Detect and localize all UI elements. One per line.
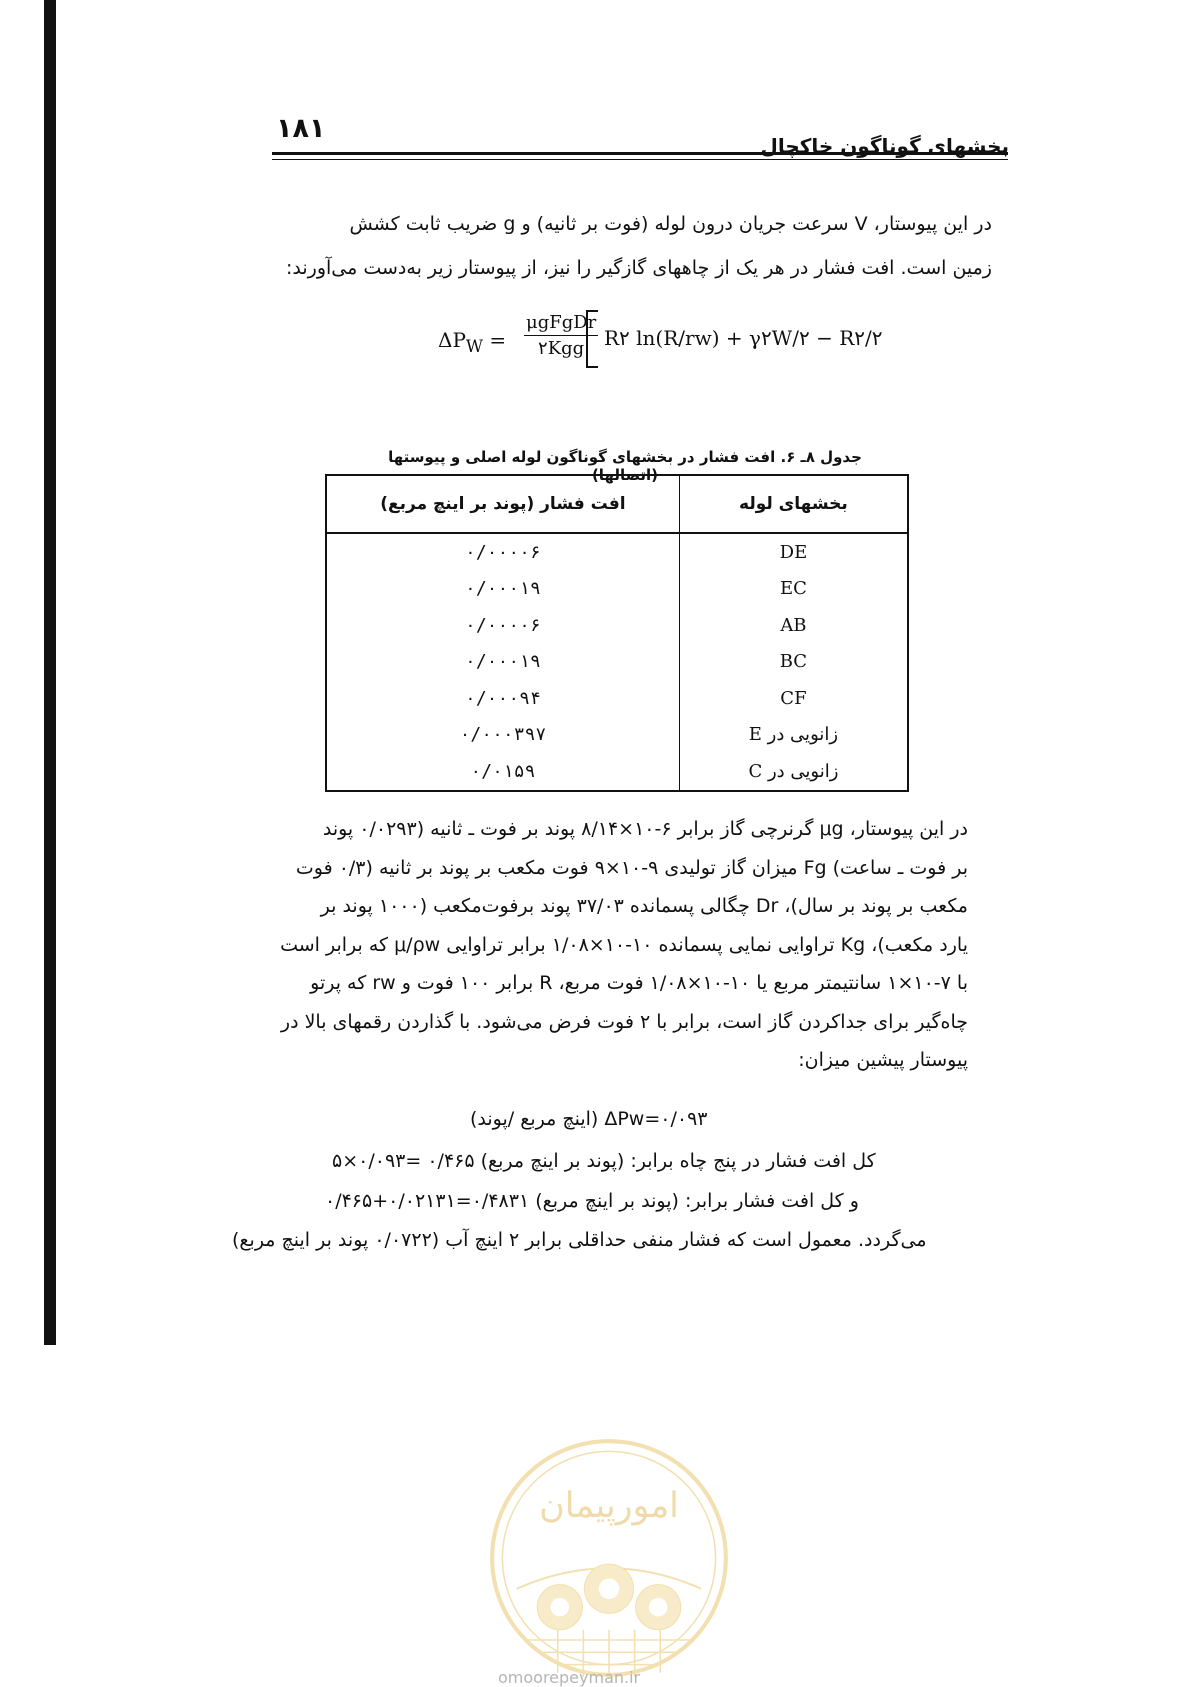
equation-five-wells: کل افت فشار در پنج چاه برابر: (پوند بر اینچ مربع) ۰/۴۶۵ =۰/۰۹۳×۵ xyxy=(332,1150,876,1172)
final-sentence: می‌گردد. معمول است که فشار منفی حداقلی برابر ۲ اینچ آب (۰/۰۷۲۲ پوند بر اینچ مربع) xyxy=(232,1229,927,1251)
section-name: CF xyxy=(679,680,908,717)
table-row xyxy=(326,571,908,608)
paragraph-line: پیوستار پیشین میزان: xyxy=(798,1049,968,1071)
pressure-drop-table xyxy=(325,474,909,792)
table-row xyxy=(326,753,908,791)
paragraph-line: در این پیوستار، μg گرنرچی گاز برابر ۶-۱۰×۸/۱۴ پوند بر فوت ـ ثانیه (۰/۰۲۹۳ پوند xyxy=(322,818,968,840)
paragraph-line: مکعب بر پوند بر سال)، Dr چگالی پسمانده ۳۷/۰۳ پوند برفوت‌مکعب (۱۰۰۰ پوند بر xyxy=(320,895,968,917)
pressure-value: ۰/۰۰۰۹۴ xyxy=(326,680,679,717)
header-rule-thin xyxy=(272,159,1008,160)
pressure-value: ۰/۰۰۰۱۹ xyxy=(326,644,679,681)
section-name: زانویی در E xyxy=(679,717,908,754)
paragraph-line: با ۷-۱۰×۱ سانتیمتر مربع یا ۱۰-۱۰×۱/۰۸ فوت مربع، R برابر ۱۰۰ فوت و rw که پرتو xyxy=(310,972,968,994)
formula-body: R۲ ln(R/rw) + γ۲W/۲ − R۲/۲ xyxy=(604,326,883,350)
page-number: ۱۸۱ xyxy=(276,113,326,144)
running-head: بخشهای گوناگون خاکچال xyxy=(760,134,1009,158)
watermark-url: omoorepeyman.ir xyxy=(498,1668,641,1687)
formula-equals: = xyxy=(489,328,507,352)
pressure-value: ۰/۰۰۰۰۶ xyxy=(326,607,679,644)
scan-edge-bar xyxy=(44,0,56,1345)
table-row xyxy=(326,644,908,681)
svg-text:امورپیمان: امورپیمان xyxy=(539,1486,679,1526)
table-header-row xyxy=(326,475,908,533)
formula-lhs-symbol: ΔP xyxy=(438,328,466,352)
formula-numerator: μgFgDr xyxy=(524,312,598,336)
section-name: زانویی در C xyxy=(679,753,908,791)
paragraph-line: چاه‌گیر برای جداکردن گاز است، برابر با ۲ فوت فرض می‌شود. با گذاردن رقمهای بالا در xyxy=(280,1010,968,1033)
paragraph-intro xyxy=(268,202,992,290)
pressure-value: ۰/۰۱۵۹ xyxy=(326,753,679,791)
formula-denominator: ۲Kgg xyxy=(538,338,585,359)
paragraph-line: در این پیوستار، V سرعت جریان درون لوله (فوت بر ثانیه) و g ضریب ثابت کشش xyxy=(349,213,992,235)
formula-bracket-left xyxy=(586,310,598,368)
paragraph-variables xyxy=(244,810,968,1080)
section-name: BC xyxy=(679,644,908,681)
table-row xyxy=(326,680,908,717)
pressure-value: ۰/۰۰۰۳۹۷ xyxy=(326,717,679,754)
table-row xyxy=(326,717,908,754)
section-name: DE xyxy=(679,533,908,571)
table-caption: جدول ۸ـ ۶. افت فشار در بخشهای گوناگون لوله اصلی و پیوستها (اتصالها) xyxy=(388,448,862,484)
header-pipe-section: بخشهای لوله xyxy=(679,475,908,533)
header-rule xyxy=(272,152,1008,155)
paragraph-line: زمین است. افت فشار در هر یک از چاههای گازگیر را نیز، از پیوستار زیر به‌دست می‌آورند: xyxy=(286,257,992,279)
section-name: EC xyxy=(679,571,908,608)
formula-lhs-subscript: W xyxy=(465,337,484,356)
header-pressure-drop: افت فشار (پوند بر اینچ مربع) xyxy=(326,475,679,533)
paragraph-line: بر فوت ـ ساعت) Fg میزان گاز تولیدی ۹-۱۰×۹ فوت مکعب بر پوند بر ثانیه (۰/۳ فوت xyxy=(295,856,968,879)
table-row xyxy=(326,607,908,644)
table-row xyxy=(326,533,908,571)
paragraph-line: یارد مکعب)، Kg تراوایی نمایی پسمانده ۱۰-۱۰×۱/۰۸ برابر تراوایی μ/ρw که برابر است xyxy=(280,933,968,956)
pressure-value: ۰/۰۰۰۱۹ xyxy=(326,571,679,608)
pressure-drop-formula xyxy=(438,310,883,370)
equation-dpw: ΔPw=۰/۰۹۳ (اینچ مربع /پوند) xyxy=(470,1108,708,1130)
section-name: AB xyxy=(679,607,908,644)
formula-lhs xyxy=(438,328,506,356)
equation-total: و کل افت فشار برابر: (پوند بر اینچ مربع) ۰/۴۸۳۱=۰/۰۲۱۳۱+۰/۴۶۵ xyxy=(325,1190,859,1212)
watermark-logo xyxy=(486,1435,732,1681)
pressure-value: ۰/۰۰۰۰۶ xyxy=(326,533,679,571)
